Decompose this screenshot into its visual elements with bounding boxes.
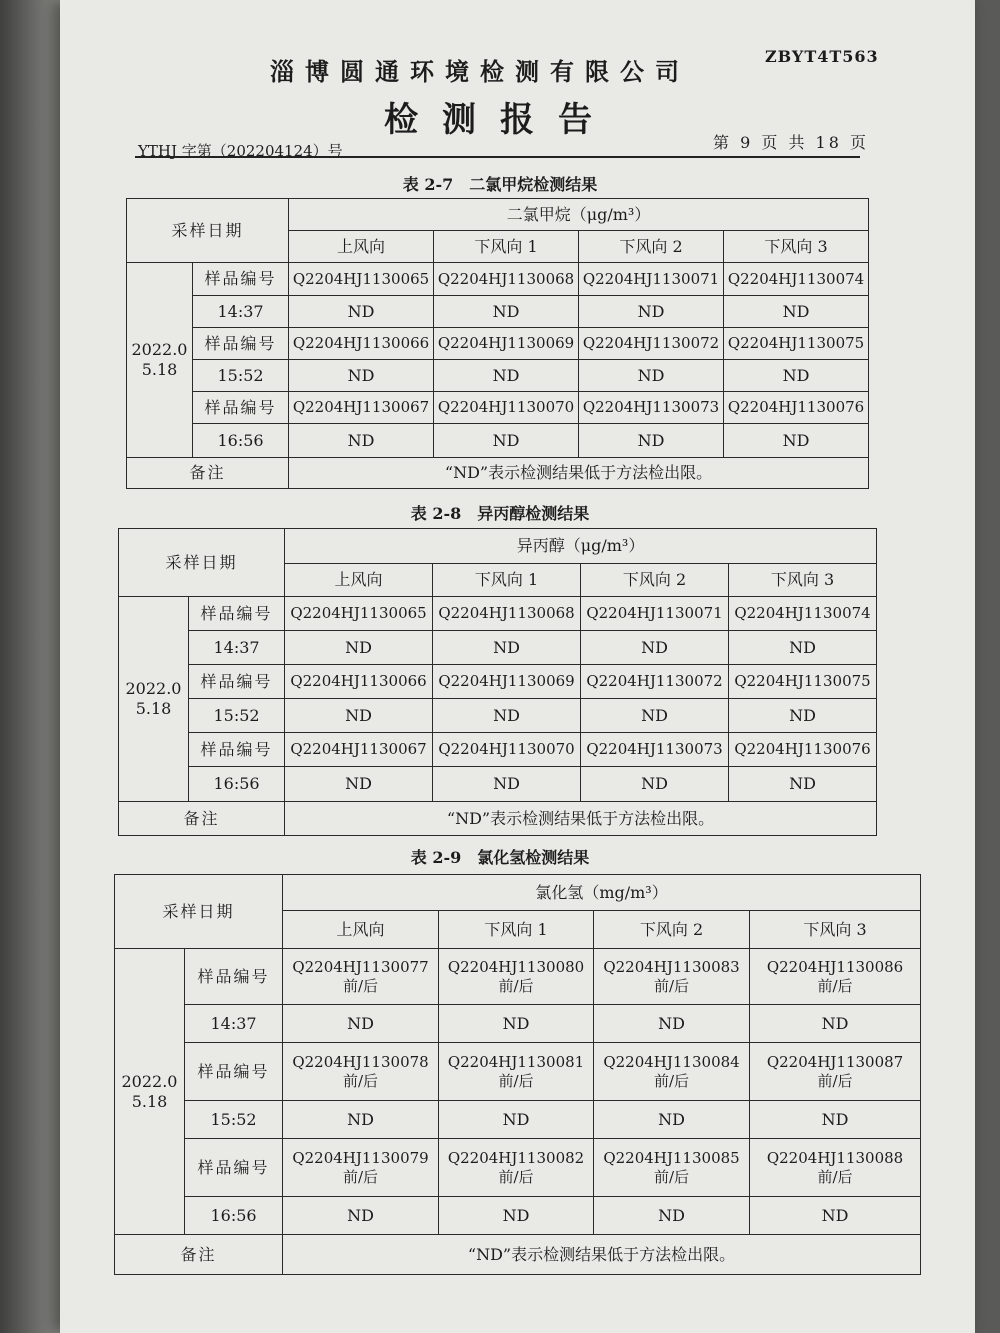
company-name: 淄博圆通环境检测有限公司 — [270, 57, 690, 86]
sample-label: 样品编号 — [193, 263, 289, 296]
sample-id — [283, 1043, 439, 1101]
sample-id — [594, 1043, 750, 1101]
sample-id: Q2204HJ1130073 — [579, 392, 724, 424]
sample-id: Q2204HJ1130068 — [434, 263, 579, 296]
result-value: ND — [283, 1005, 439, 1043]
sample-suffix: 前/后 — [498, 976, 534, 995]
direction-header: 下风向 1 — [434, 231, 579, 263]
time-cell: 16:56 — [193, 424, 289, 458]
remark-text: “ND”表示检测结果低于方法检出限。 — [283, 1235, 921, 1275]
sample-suffix: 前/后 — [817, 976, 853, 995]
sample-suffix: 前/后 — [342, 1167, 379, 1186]
result-value: ND — [434, 296, 579, 328]
result-value: ND — [285, 699, 433, 733]
sample-id: Q2204HJ1130071 — [581, 597, 729, 631]
direction-header: 下风向 1 — [433, 564, 581, 597]
sampling-date-cell — [119, 597, 189, 802]
sample-id — [439, 949, 594, 1005]
table-2-7-caption: 表 2-7 二氯甲烷检测结果 — [402, 175, 598, 194]
sample-suffix: 前/后 — [342, 976, 379, 995]
result-value: ND — [289, 424, 434, 458]
document-code: ZBYT4T563 — [765, 47, 879, 66]
table-2-7 — [126, 198, 869, 489]
table-2-9 — [114, 874, 921, 1275]
result-value: ND — [594, 1197, 750, 1235]
sample-id-text: Q2204HJ1130079 — [292, 1148, 429, 1167]
result-value: ND — [729, 699, 877, 733]
sample-suffix: 前/后 — [653, 976, 690, 995]
time-cell: 14:37 — [189, 631, 285, 665]
result-value: ND — [439, 1197, 594, 1235]
sample-id — [750, 949, 921, 1005]
sample-id: Q2204HJ1130067 — [285, 733, 433, 767]
report-title: 检测报告 — [384, 100, 616, 140]
direction-header: 下风向 1 — [439, 911, 594, 949]
header-rule — [135, 156, 860, 158]
report-number: YTHJ 字第（202204124）号 — [138, 142, 343, 160]
sample-id: Q2204HJ1130076 — [729, 733, 877, 767]
remark-text: “ND”表示检测结果低于方法检出限。 — [285, 802, 877, 836]
sample-suffix: 前/后 — [342, 1071, 379, 1090]
sample-label: 样品编号 — [185, 949, 283, 1005]
result-value: ND — [579, 360, 724, 392]
sample-id: Q2204HJ1130070 — [434, 392, 579, 424]
sample-id — [594, 1139, 750, 1197]
direction-header: 下风向 2 — [581, 564, 729, 597]
date-text: 5.18 — [131, 1091, 168, 1111]
sample-suffix: 前/后 — [498, 1071, 534, 1090]
result-value: ND — [724, 296, 869, 328]
sample-id: Q2204HJ1130072 — [581, 665, 729, 699]
result-value: ND — [729, 631, 877, 665]
sample-id — [439, 1139, 594, 1197]
substance-header: 氯化氢（mg/m³） — [283, 875, 921, 911]
result-value: ND — [729, 767, 877, 802]
result-value: ND — [724, 360, 869, 392]
sample-suffix: 前/后 — [817, 1071, 853, 1090]
sample-label: 样品编号 — [189, 597, 285, 631]
direction-header: 下风向 3 — [729, 564, 877, 597]
sample-id: Q2204HJ1130067 — [289, 392, 434, 424]
result-value: ND — [289, 360, 434, 392]
sample-id — [750, 1043, 921, 1101]
result-value: ND — [581, 631, 729, 665]
substance-header: 二氯甲烷（μg/m³） — [289, 199, 869, 231]
sample-id: Q2204HJ1130076 — [724, 392, 869, 424]
remark-label: 备注 — [115, 1235, 283, 1275]
sample-id-text: Q2204HJ1130084 — [603, 1052, 740, 1071]
sample-id — [283, 1139, 439, 1197]
result-value: ND — [433, 631, 581, 665]
result-value: ND — [289, 296, 434, 328]
sampling-date-cell — [115, 949, 185, 1235]
sample-id: Q2204HJ1130075 — [729, 665, 877, 699]
sample-id — [594, 949, 750, 1005]
sample-suffix: 前/后 — [817, 1167, 853, 1186]
time-cell: 15:52 — [189, 699, 285, 733]
result-value: ND — [285, 767, 433, 802]
direction-header: 上风向 — [285, 564, 433, 597]
date-text: 2022.0 — [131, 340, 188, 359]
sample-id: Q2204HJ1130071 — [579, 263, 724, 296]
table-2-9-caption: 表 2-9 氯化氢检测结果 — [410, 848, 590, 867]
date-header: 采样日期 — [127, 199, 289, 263]
remark-label: 备注 — [119, 802, 285, 836]
direction-header: 上风向 — [283, 911, 439, 949]
substance-header: 异丙醇（μg/m³） — [285, 529, 877, 564]
result-value: ND — [283, 1101, 439, 1139]
sample-id: Q2204HJ1130074 — [724, 263, 869, 296]
sample-id: Q2204HJ1130072 — [579, 328, 724, 360]
sample-id: Q2204HJ1130066 — [285, 665, 433, 699]
table-2-8 — [118, 528, 877, 836]
sample-id — [283, 949, 439, 1005]
remark-text: “ND”表示检测结果低于方法检出限。 — [289, 458, 869, 489]
sample-id: Q2204HJ1130074 — [729, 597, 877, 631]
result-value: ND — [285, 631, 433, 665]
sample-id — [750, 1139, 921, 1197]
sample-id-text: Q2204HJ1130081 — [447, 1052, 585, 1071]
sample-id: Q2204HJ1130068 — [433, 597, 581, 631]
result-value: ND — [439, 1101, 594, 1139]
sample-id-text: Q2204HJ1130080 — [447, 957, 585, 976]
sample-id-text: Q2204HJ1130088 — [766, 1148, 904, 1167]
time-cell: 15:52 — [185, 1101, 283, 1139]
sample-id: Q2204HJ1130065 — [285, 597, 433, 631]
direction-header: 下风向 2 — [594, 911, 750, 949]
time-cell: 16:56 — [185, 1197, 283, 1235]
sample-label: 样品编号 — [189, 733, 285, 767]
date-text: 2022.0 — [125, 679, 182, 698]
result-value: ND — [433, 767, 581, 802]
result-value: ND — [434, 424, 579, 458]
sample-id: Q2204HJ1130069 — [434, 328, 579, 360]
sample-suffix: 前/后 — [653, 1071, 690, 1090]
table-2-8-caption: 表 2-8 异丙醇检测结果 — [410, 504, 590, 523]
date-header: 采样日期 — [119, 529, 285, 597]
page-number: 第 9 页 共 18 页 — [713, 133, 869, 152]
result-value: ND — [594, 1005, 750, 1043]
direction-header: 下风向 3 — [724, 231, 869, 263]
date-text: 2022.0 — [121, 1071, 178, 1091]
result-value: ND — [433, 699, 581, 733]
direction-header: 下风向 2 — [579, 231, 724, 263]
sample-id — [439, 1043, 594, 1101]
result-value: ND — [750, 1005, 921, 1043]
sample-id-text: Q2204HJ1130077 — [292, 957, 429, 976]
sample-id: Q2204HJ1130075 — [724, 328, 869, 360]
remark-label: 备注 — [127, 458, 289, 489]
result-value: ND — [434, 360, 579, 392]
sample-suffix: 前/后 — [498, 1167, 534, 1186]
sample-id: Q2204HJ1130065 — [289, 263, 434, 296]
sample-id-text: Q2204HJ1130086 — [766, 957, 904, 976]
result-value: ND — [750, 1197, 921, 1235]
time-cell: 15:52 — [193, 360, 289, 392]
sample-label: 样品编号 — [189, 665, 285, 699]
direction-header: 下风向 3 — [750, 911, 921, 949]
sample-label: 样品编号 — [193, 392, 289, 424]
time-cell: 16:56 — [189, 767, 285, 802]
sample-id: Q2204HJ1130066 — [289, 328, 434, 360]
sample-label: 样品编号 — [185, 1139, 283, 1197]
sample-id: Q2204HJ1130073 — [581, 733, 729, 767]
sample-id-text: Q2204HJ1130087 — [766, 1052, 904, 1071]
result-value: ND — [724, 424, 869, 458]
time-cell: 14:37 — [185, 1005, 283, 1043]
sample-id: Q2204HJ1130069 — [433, 665, 581, 699]
result-value: ND — [750, 1101, 921, 1139]
sampling-date-cell — [127, 263, 193, 458]
result-value: ND — [439, 1005, 594, 1043]
date-text: 5.18 — [135, 699, 172, 718]
result-value: ND — [283, 1197, 439, 1235]
time-cell: 14:37 — [193, 296, 289, 328]
sample-id-text: Q2204HJ1130082 — [447, 1148, 585, 1167]
direction-header: 上风向 — [289, 231, 434, 263]
sample-suffix: 前/后 — [653, 1167, 690, 1186]
date-header: 采样日期 — [115, 875, 283, 949]
result-value: ND — [579, 296, 724, 328]
sample-label: 样品编号 — [185, 1043, 283, 1101]
result-value: ND — [594, 1101, 750, 1139]
result-value: ND — [581, 699, 729, 733]
book-spine — [0, 0, 60, 1333]
result-value: ND — [581, 767, 729, 802]
sample-id-text: Q2204HJ1130085 — [603, 1148, 740, 1167]
sample-label: 样品编号 — [193, 328, 289, 360]
sample-id-text: Q2204HJ1130083 — [603, 957, 740, 976]
sample-id-text: Q2204HJ1130078 — [292, 1052, 429, 1071]
sample-id: Q2204HJ1130070 — [433, 733, 581, 767]
date-text: 5.18 — [141, 360, 178, 379]
result-value: ND — [579, 424, 724, 458]
